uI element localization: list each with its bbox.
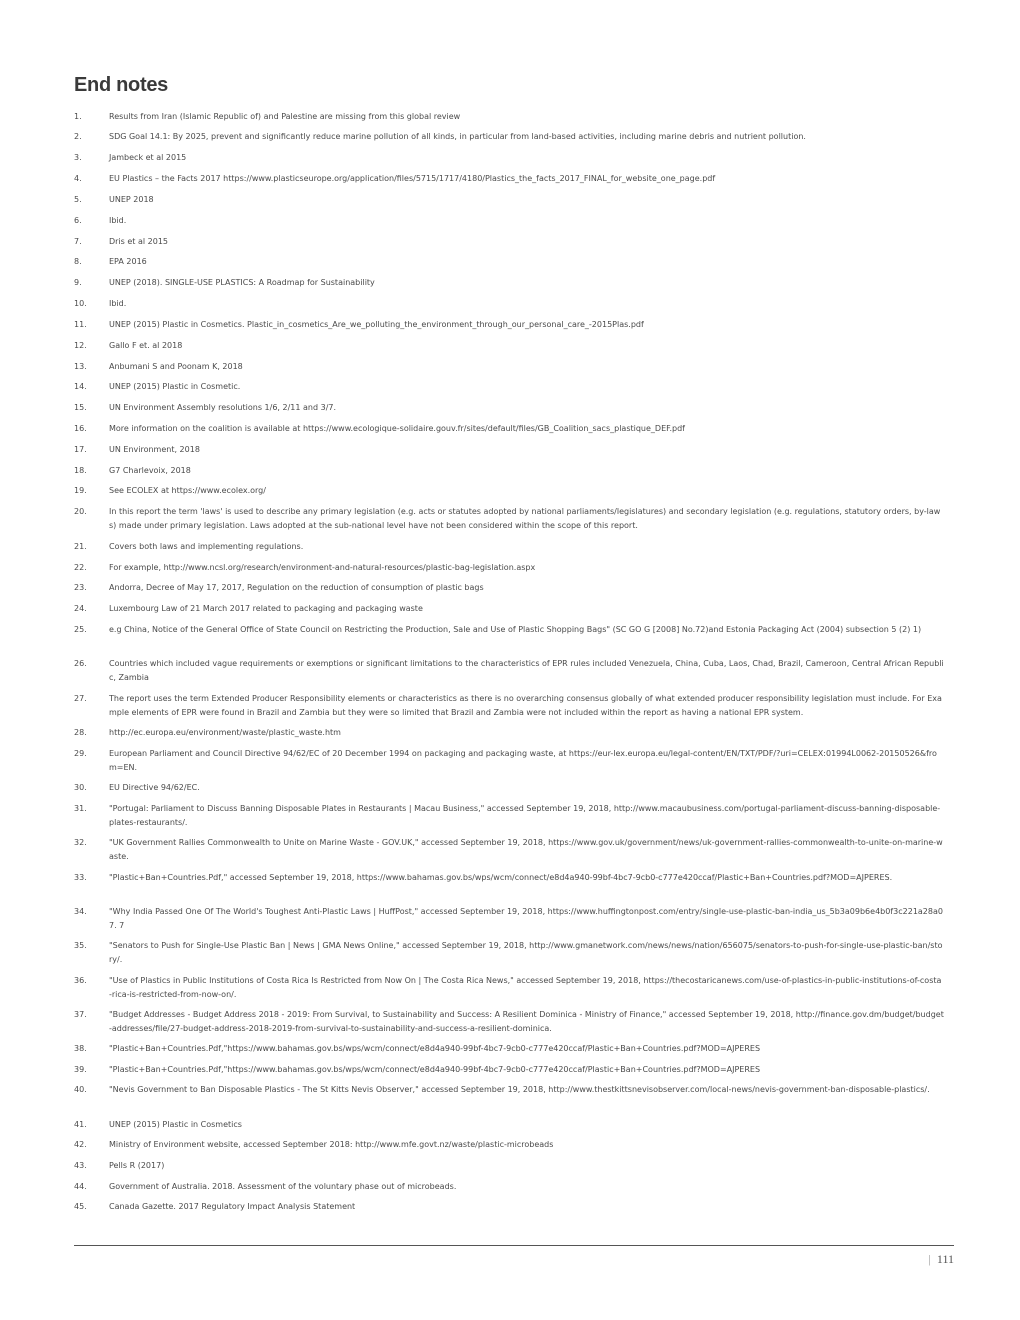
footer-separator: |: [928, 1252, 931, 1266]
endnote-number: 34.: [74, 907, 87, 916]
endnote-number: 8.: [74, 257, 82, 266]
endnote-item: [74, 110, 944, 124]
endnote-number: 38.: [74, 1044, 87, 1053]
endnote-number: 45.: [74, 1202, 87, 1211]
endnote-number: 25.: [74, 625, 87, 634]
endnote-text: "Why India Passed One Of The World's Toughest Anti-Plastic Laws | HuffPost," accessed September 19, 2018, https://www.huffingtonpost.com/entry/single-use-plastic-ban-india_us_5b3a09b6e4b0f3c221a28a07. 7: [109, 907, 943, 930]
endnote-text: UNEP (2015) Plastic in Cosmetics. Plastic_in_cosmetics_Are_we_polluting_the_environment_through_our_personal_care_-2015Plas.pdf: [109, 320, 644, 329]
endnote-item: [74, 484, 944, 498]
endnote-number: 2.: [74, 132, 82, 141]
endnote-number: 37.: [74, 1010, 87, 1019]
endnote-item: [74, 464, 944, 478]
endnote-text: Ibid.: [109, 216, 127, 225]
endnote-text: More information on the coalition is available at https://www.ecologique-solidaire.gouv.fr/sites/default/files/GB_Coalition_sacs_plastique_DEF.pdf: [109, 424, 685, 433]
endnote-item: [74, 561, 944, 575]
endnote-text: "Budget Addresses - Budget Address 2018 - 2019: From Survival, to Sustainability and Success: A Resilient Dominica - Ministry of Finance," accessed September 19, 2018, http://finance.gov.dm/budget/budget-addresses/file/27-budget-address-2018-2019-from-survival-to-sustainability-and-success-a-resilient-dominica.: [109, 1010, 944, 1033]
endnote-item: [74, 1200, 944, 1214]
endnote-number: 9.: [74, 278, 82, 287]
endnote-item: [74, 422, 944, 436]
endnote-number: 17.: [74, 445, 87, 454]
endnote-item: [74, 602, 944, 616]
endnote-number: 32.: [74, 838, 87, 847]
endnote-number: 24.: [74, 604, 87, 613]
endnote-item: [74, 623, 944, 637]
endnote-number: 10.: [74, 299, 87, 308]
footer-divider: [74, 1245, 954, 1246]
endnote-number: 35.: [74, 941, 87, 950]
endnote-item: [74, 172, 944, 186]
endnote-item: [74, 1180, 944, 1194]
endnote-item: [74, 836, 944, 863]
endnote-text: EU Plastics – the Facts 2017 https://www.plasticseurope.org/application/files/5715/1717/4180/Plastics_the_facts_2017_FINAL_for_website_one_page.pdf: [109, 174, 716, 183]
page-title: End notes: [74, 74, 168, 96]
endnote-text: "Nevis Government to Ban Disposable Plastics - The St Kitts Nevis Observer," accessed September 19, 2018, http://www.thestkittsnevisobserver.com/local-news/nevis-government-ban-disposable-plastics/.: [109, 1085, 930, 1094]
endnote-text: Covers both laws and implementing regulations.: [109, 542, 304, 551]
endnote-number: 20.: [74, 507, 87, 516]
endnote-item: [74, 802, 944, 829]
endnote-text: "Use of Plastics in Public Institutions of Costa Rica Is Restricted from Now On | The Costa Rica News," accessed September 19, 2018, https://thecostaricanews.com/use-of-plastics-in-public-institutions-of-costa-rica-is-restricted-from-now-on/.: [109, 976, 942, 999]
endnote-item: [74, 380, 944, 394]
endnote-text: "Plastic+Ban+Countries.Pdf,"https://www.bahamas.gov.bs/wps/wcm/connect/e8d4a940-99bf-4bc7-9cb0-c777e420ccaf/Plastic+Ban+Countries.pdf?MOD=AJPERES: [109, 1065, 761, 1074]
endnote-text: UNEP (2018). SINGLE-USE PLASTICS: A Roadmap for Sustainability: [109, 278, 375, 287]
endnote-number: 1.: [74, 112, 82, 121]
endnote-item: [74, 1063, 944, 1077]
endnote-text: Government of Australia. 2018. Assessment of the voluntary phase out of microbeads.: [109, 1182, 457, 1191]
endnote-item: [74, 1118, 944, 1132]
endnote-text: SDG Goal 14.1: By 2025, prevent and significantly reduce marine pollution of all kinds, in particular from land-based activities, including marine debris and nutrient pollution.: [109, 132, 806, 141]
endnote-text: "Senators to Push for Single-Use Plastic Ban | News | GMA News Online," accessed September 19, 2018, http://www.gmanetwork.com/news/news/nation/656075/senators-to-push-for-single-use-plastic-ban/story/.: [109, 941, 943, 964]
endnote-item: [74, 781, 944, 795]
endnote-text: EPA 2016: [109, 257, 147, 266]
endnote-item: [74, 871, 944, 885]
endnote-number: 41.: [74, 1120, 87, 1129]
endnote-item: [74, 581, 944, 595]
endnote-number: 23.: [74, 583, 87, 592]
endnote-item: [74, 443, 944, 457]
endnote-text: Jambeck et al 2015: [109, 153, 187, 162]
endnote-item: [74, 1159, 944, 1173]
endnote-text: "UK Government Rallies Commonwealth to Unite on Marine Waste - GOV.UK," accessed September 19, 2018, https://www.gov.uk/government/news/uk-government-rallies-commonwealth-to-unite-on-marine-waste.: [109, 838, 943, 861]
endnote-text: UNEP 2018: [109, 195, 154, 204]
endnote-text: Luxembourg Law of 21 March 2017 related to packaging and packaging waste: [109, 604, 423, 613]
endnote-item: [74, 276, 944, 290]
endnote-item: [74, 657, 944, 684]
endnote-item: [74, 193, 944, 207]
endnote-text: In this report the term 'laws' is used to describe any primary legislation (e.g. acts or statutes adopted by national parliaments/legislatures) and secondary legislation (e.g. regulations, statutory orders, by-laws) made under primary legislation. Laws adopted at the sub-national level have not been considered within the scope of this report.: [109, 507, 941, 530]
endnote-number: 27.: [74, 694, 87, 703]
endnote-text: Canada Gazette. 2017 Regulatory Impact Analysis Statement: [109, 1202, 356, 1211]
endnote-text: UN Environment Assembly resolutions 1/6, 2/11 and 3/7.: [109, 403, 337, 412]
endnote-item: [74, 151, 944, 165]
endnote-item: [74, 339, 944, 353]
endnote-number: 26.: [74, 659, 87, 668]
endnote-item: [74, 692, 944, 719]
endnote-item: [74, 1042, 944, 1056]
endnote-item: [74, 255, 944, 269]
endnote-item: [74, 1138, 944, 1152]
endnote-text: See ECOLEX at https://www.ecolex.org/: [109, 486, 266, 495]
endnote-text: UNEP (2015) Plastic in Cosmetic.: [109, 382, 241, 391]
endnote-number: 3.: [74, 153, 82, 162]
endnote-number: 15.: [74, 403, 87, 412]
endnote-number: 33.: [74, 873, 87, 882]
endnote-text: Ibid.: [109, 299, 127, 308]
endnote-item: [74, 360, 944, 374]
endnote-number: 28.: [74, 728, 87, 737]
endnote-item: [74, 505, 944, 532]
endnote-number: 7.: [74, 237, 82, 246]
endnote-number: 40.: [74, 1085, 87, 1094]
endnote-item: [74, 297, 944, 311]
endnote-number: 16.: [74, 424, 87, 433]
endnote-number: 19.: [74, 486, 87, 495]
page-number: 111: [936, 1252, 954, 1266]
endnote-item: [74, 235, 944, 249]
page-footer: [928, 1252, 954, 1267]
endnote-text: Pells R (2017): [109, 1161, 165, 1170]
endnote-text: Results from Iran (Islamic Republic of) and Palestine are missing from this global review: [109, 112, 461, 121]
endnote-number: 12.: [74, 341, 87, 350]
endnote-text: The report uses the term Extended Producer Responsibility elements or characteristics as there is no overarching consensus globally of what extended producer responsibility legislation must include. For Example elements of EPR were found in Brazil and Zambia but they were so limited that Brazil and Zambia were not included within the report as having a national EPR system.: [109, 694, 942, 717]
endnote-number: 29.: [74, 749, 87, 758]
endnote-text: http://ec.europa.eu/environment/waste/plastic_waste.htm: [109, 728, 341, 737]
endnote-text: Ministry of Environment website, accessed September 2018: http://www.mfe.govt.nz/waste/plastic-microbeads: [109, 1140, 554, 1149]
endnote-item: [74, 1083, 944, 1097]
endnote-number: 42.: [74, 1140, 87, 1149]
endnote-text: "Portugal: Parliament to Discuss Banning Disposable Plates in Restaurants | Macau Business," accessed September 19, 2018, http://www.macaubusiness.com/portugal-parliament-discuss-banning-disposable-plates-restaurants/.: [109, 804, 941, 827]
endnote-number: 5.: [74, 195, 82, 204]
endnote-number: 44.: [74, 1182, 87, 1191]
endnote-text: e.g China, Notice of the General Office of State Council on Restricting the Production, Sale and Use of Plastic Shopping Bags" (SC GO G [2008] No.72)and Estonia Packaging Act (2004) subsection 5 (2) 1): [109, 625, 922, 634]
endnote-number: 36.: [74, 976, 87, 985]
endnote-text: Countries which included vague requirements or exemptions or significant limitations to the characteristics of EPR rules included Venezuela, China, Cuba, Laos, Chad, Brazil, Cameroon, Central African Republic, Zambia: [109, 659, 944, 682]
endnote-number: 43.: [74, 1161, 87, 1170]
endnote-number: 39.: [74, 1065, 87, 1074]
endnote-text: Anbumani S and Poonam K, 2018: [109, 362, 243, 371]
endnote-item: [74, 939, 944, 966]
endnote-number: 11.: [74, 320, 87, 329]
endnote-item: [74, 318, 944, 332]
endnote-item: [74, 905, 944, 932]
endnote-text: UN Environment, 2018: [109, 445, 200, 454]
endnote-number: 22.: [74, 563, 87, 572]
endnote-item: [74, 747, 944, 774]
endnote-text: "Plastic+Ban+Countries.Pdf,"https://www.bahamas.gov.bs/wps/wcm/connect/e8d4a940-99bf-4bc7-9cb0-c777e420ccaf/Plastic+Ban+Countries.pdf?MOD=AJPERES: [109, 1044, 761, 1053]
endnote-number: 30.: [74, 783, 87, 792]
endnote-number: 21.: [74, 542, 87, 551]
endnote-text: "Plastic+Ban+Countries.Pdf," accessed September 19, 2018, https://www.bahamas.gov.bs/wps/wcm/connect/e8d4a940-99bf-4bc7-9cb0-c777e420ccaf/Plastic+Ban+Countries.pdf?MOD=AJPERES.: [109, 873, 893, 882]
endnote-item: [74, 130, 944, 144]
endnote-number: 6.: [74, 216, 82, 225]
endnote-text: Andorra, Decree of May 17, 2017, Regulation on the reduction of consumption of plastic bags: [109, 583, 484, 592]
endnote-text: European Parliament and Council Directive 94/62/EC of 20 December 1994 on packaging and packaging waste, at https://eur-lex.europa.eu/legal-content/EN/TXT/PDF/?uri=CELEX:01994L0062-20150526&from=EN.: [109, 749, 937, 772]
endnote-number: 14.: [74, 382, 87, 391]
endnote-number: 18.: [74, 466, 87, 475]
endnote-number: 4.: [74, 174, 82, 183]
endnote-text: For example, http://www.ncsl.org/research/environment-and-natural-resources/plastic-bag-legislation.aspx: [109, 563, 536, 572]
endnote-item: [74, 974, 944, 1001]
endnote-item: [74, 540, 944, 554]
endnote-text: Gallo F et. al 2018: [109, 341, 183, 350]
endnote-item: [74, 214, 944, 228]
endnote-text: G7 Charlevoix, 2018: [109, 466, 191, 475]
endnote-item: [74, 1008, 944, 1035]
endnote-text: EU Directive 94/62/EC.: [109, 783, 200, 792]
endnote-item: [74, 726, 944, 740]
endnote-text: Dris et al 2015: [109, 237, 169, 246]
endnote-item: [74, 401, 944, 415]
endnote-number: 13.: [74, 362, 87, 371]
endnote-number: 31.: [74, 804, 87, 813]
endnote-text: UNEP (2015) Plastic in Cosmetics: [109, 1120, 242, 1129]
